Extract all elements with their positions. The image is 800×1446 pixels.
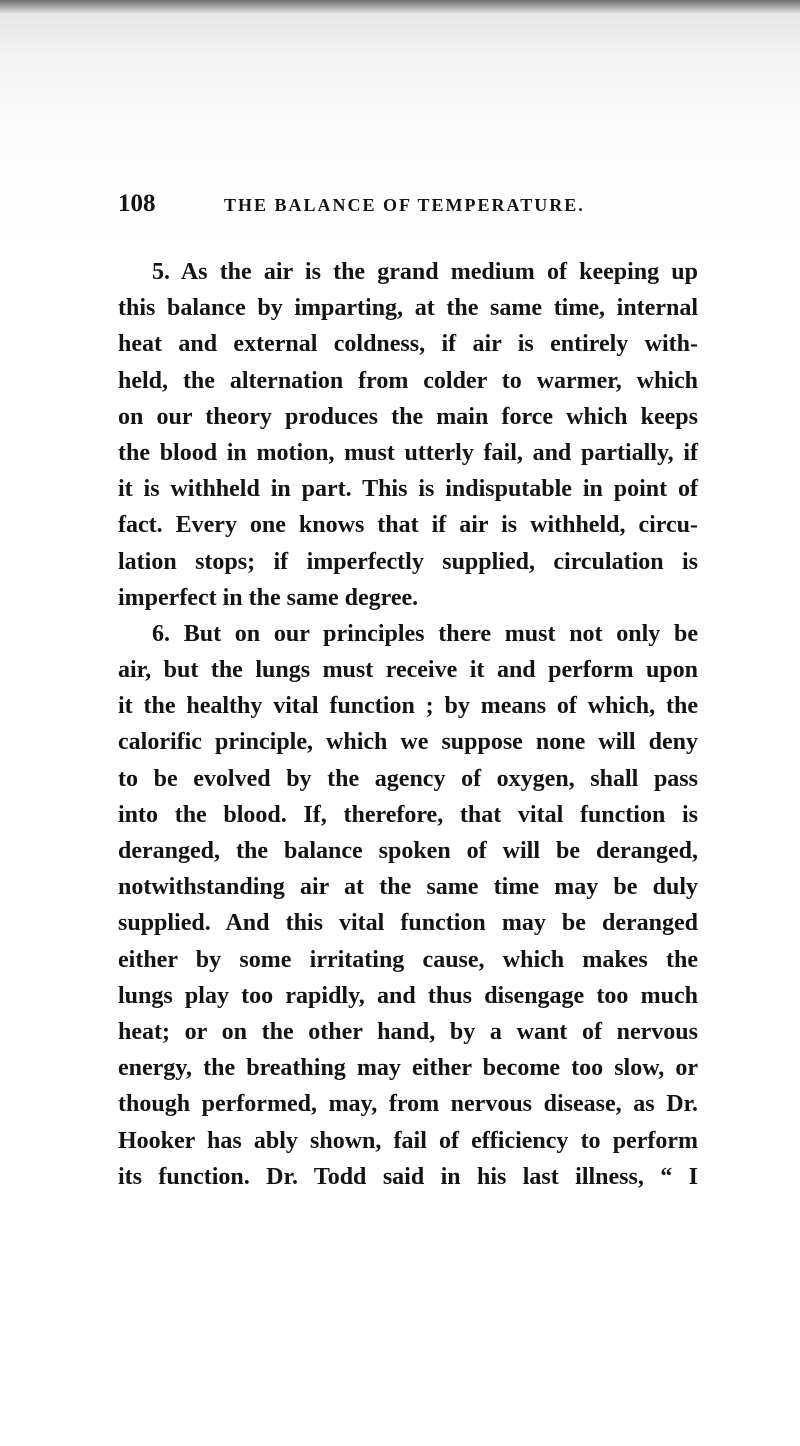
text-line: 5. As the air is the grand medium of keeping up — [152, 259, 698, 285]
text-line: supplied. And this vital function may be deranged — [118, 910, 698, 937]
text-line: calorific principle, which we suppose none will deny — [118, 729, 698, 756]
scan-edge-shadow — [0, 0, 800, 14]
text-line: this balance by imparting, at the same time, internal — [118, 295, 698, 322]
text-line: energy, the breathing may either become too slow, or — [118, 1055, 698, 1082]
body-text — [118, 254, 698, 1195]
text-line: lation stops; if imperfectly supplied, circulation is — [118, 548, 698, 575]
running-title: THE BALANCE OF TEMPERATURE. — [224, 195, 585, 215]
text-line: it is withheld in part. This is indisputable in point of — [118, 476, 698, 503]
text-line: heat; or on the other hand, by a want of nervous — [118, 1018, 698, 1045]
text-line: 6. But on our principles there must not only be — [152, 620, 698, 647]
page-number: 108 — [118, 190, 156, 217]
text-line: deranged, the balance spoken of will be deranged, — [118, 838, 698, 864]
text-line: notwithstanding air at the same time may be duly — [118, 874, 698, 901]
text-line: into the blood. If, therefore, that vital function is — [118, 801, 698, 828]
text-line: its function. Dr. Todd said in his last illness, “ I — [118, 1163, 698, 1190]
text-line: on our theory produces the main force which keeps — [118, 403, 698, 430]
text-line: imperfect in the same degree. — [118, 584, 419, 611]
text-line: either by some irritating cause, which makes the — [118, 946, 698, 973]
text-line: though performed, may, from nervous disease, as Dr. — [118, 1091, 698, 1118]
text-line: held, the alternation from colder to warmer, which — [118, 367, 698, 394]
text-line: lungs play too rapidly, and thus disengage too much — [118, 982, 698, 1009]
text-line: heat and external coldness, if air is entirely with- — [118, 331, 698, 358]
text-line: air, but the lungs must receive it and perform upon — [118, 657, 698, 684]
text-line: it the healthy vital function ; by means of which, the — [118, 693, 698, 720]
text-line: fact. Every one knows that if air is withheld, circu- — [118, 512, 698, 539]
text-line: the blood in motion, must utterly fail, and partially, if — [118, 439, 698, 466]
text-line: to be evolved by the agency of oxygen, shall pass — [118, 765, 698, 792]
page-header — [118, 186, 698, 222]
text-line: Hooker has ably shown, fail of efficiency to perform — [118, 1127, 698, 1154]
